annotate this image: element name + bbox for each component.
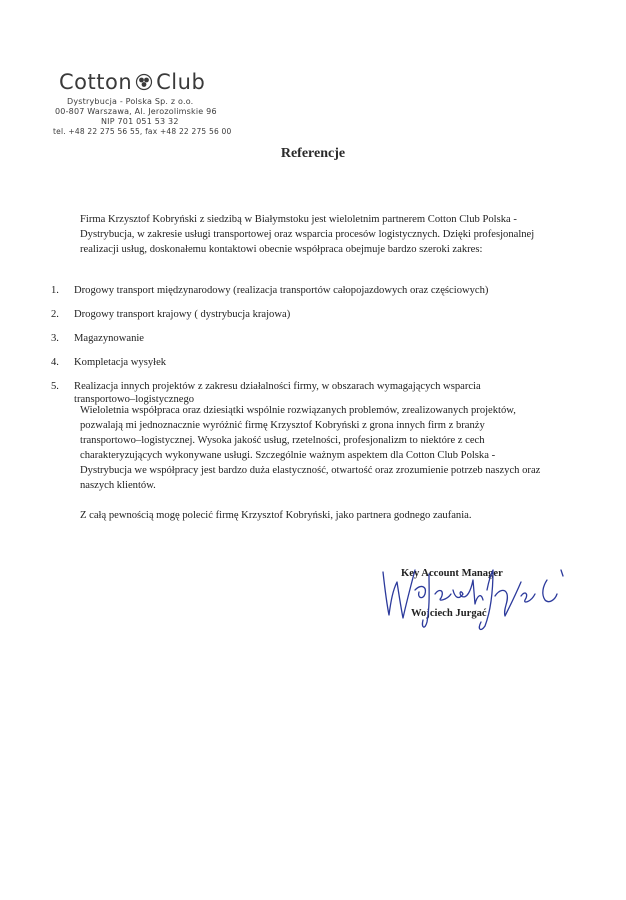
list-item-text: Drogowy transport międzynarodowy (realizacja transportów całopojazdowych oraz częściowych): [74, 285, 489, 296]
signer-name: Wojciech Jurgać: [411, 608, 487, 619]
document-title: Referencje: [280, 146, 346, 161]
list-item: [51, 356, 571, 380]
list-item: [51, 284, 571, 308]
list-item-number: 1.: [51, 285, 59, 296]
list-item: [51, 332, 571, 356]
logo-text-right: Club: [156, 70, 206, 94]
list-item-text: Realizacja innych projektów z zakresu działalności firmy, w obszarach wymagających wsparcia transportowo–logistycznego: [74, 381, 481, 405]
recommendation-paragraph: Z całą pewnością mogę polecić firmę Krzysztof Kobryński, jako partnera godnego zaufania.: [80, 510, 472, 521]
letterhead-company-name: Dystrybucja - Polska Sp. z o.o.: [67, 97, 194, 106]
letterhead-contact: tel. +48 22 275 56 55, fax +48 22 275 56 00: [53, 127, 232, 136]
list-item-text: Magazynowanie: [74, 333, 145, 344]
company-logo: [59, 70, 205, 94]
handwritten-signature: [375, 560, 575, 640]
list-item-number: 4.: [51, 357, 59, 368]
intro-paragraph: Firma Krzysztof Kobryński z siedzibą w Białymstoku jest wieloletnim partnerem Cotton Club Polska - Dystrybucja, w zakresie usługi transportowej oraz wsparcia procesów logistycznych. Dzięki profesjonalnej realizacji usług, doskonałemu kontaktowi obecnie współpraca obejmuje bardzo szeroki zakres:: [80, 214, 535, 255]
logo-text-left: Cotton: [59, 70, 133, 94]
list-item-number: 5.: [51, 381, 59, 392]
list-item-text: Drogowy transport krajowy ( dystrybucja krajowa): [74, 309, 291, 320]
list-item-text: Kompletacja wysyłek: [74, 357, 167, 368]
cotton-flower-icon: [135, 73, 153, 91]
letterhead: [55, 70, 245, 140]
services-list: [51, 284, 571, 406]
list-item: [51, 308, 571, 332]
list-item-number: 3.: [51, 333, 59, 344]
letterhead-address: 00-807 Warszawa, Al. Jerozolimskie 96: [55, 107, 217, 116]
letterhead-nip: NIP 701 051 53 32: [101, 117, 179, 126]
signer-role: Key Account Manager: [401, 568, 503, 579]
cooperation-paragraph: Wieloletnia współpraca oraz dziesiątki wspólnie rozwiązanych problemów, zrealizowanych projektów, pozwalają mi jednoznacznie wyróżnić firmę Krzysztof Kobryński z grona innych firm z branży transportowo–logistycznej. Wysoka jakość usług, rzetelności, profesjonalizm to niektóre z cech charakteryzujących wykonywane usługi. Szczególnie ważnym aspektem dla Cotton Club Polska - Dystrybucja we współpracy jest bardzo duża elastyczność, otwartość oraz zrozumienie potrzeb naszych oraz naszych klientów.: [80, 405, 541, 491]
list-item-number: 2.: [51, 309, 59, 320]
signature-block: [375, 560, 575, 640]
